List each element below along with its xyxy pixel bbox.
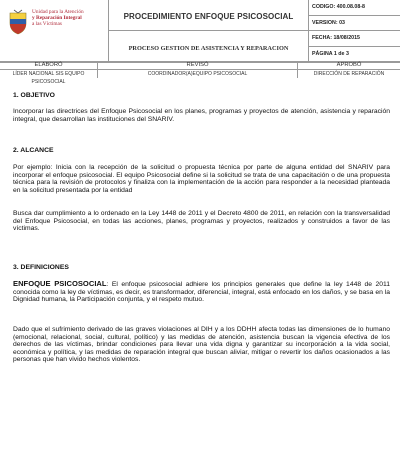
fecha-field: FECHA: 18/08/2015 <box>309 31 400 47</box>
logo-line-1: Unidad para la Atención <box>32 9 84 15</box>
version-field: VERSION: 03 <box>309 16 400 32</box>
aprobo-cell <box>298 62 400 78</box>
subtitle-cell <box>109 31 309 62</box>
elaboro-label: ELABORÓ <box>0 62 97 70</box>
definicion-paragraph-2: Dado que el sufrimiento derivado de las graves violaciones al DIH y a los DDHH afecta todas las dimensiones de lo humano (emocional, relacional, social, cultural, político) y las medidas de atención, asistencia buscan la vigencia efectiva de los derechos de las víctimas, brindar condiciones para llevar una vida digna y garantizar su incorporación a la vida social, económica y política, y las medidas de reparación integral que buscan aliviar, mitigar o revertir los daños ocasionados a las personas que han vivido hechos violentos. <box>13 326 390 364</box>
document-title: PROCEDIMIENTO ENFOQUE PSICOSOCIAL <box>123 12 294 21</box>
elaboro-cell <box>0 62 98 85</box>
alcance-heading: 2. ALCANCE <box>13 147 54 154</box>
logo-text <box>32 9 108 27</box>
reviso-label: REVISÓ <box>98 62 297 70</box>
alcance-paragraph-2: Busca dar cumplimiento a lo ordenado en la Ley 1448 de 2011 y el Decreto 4800 de 2011, en relación con la transversalidad del Enfoque Psicosocial, en todas las acciones, planes, programas y proyectos, realizados y construidos a favor de las víctimas. <box>13 210 390 233</box>
coat-of-arms-icon <box>8 9 28 35</box>
logo-cell <box>0 0 109 62</box>
logo-line-3: a las Víctimas <box>32 21 62 27</box>
alcance-paragraph-1: Por ejemplo: Inicia con la recepción de la solicitud o propuesta técnica por parte de alguna entidad del SNARIV para incorporar el enfoque psicosocial. El equipo Psicosocial define si la solicitud se trata de una capacitación o de una propuesta técnica para la revisión de protocolos y finaliza con la implementación de la acción para responder a la necesidad planteada en la solicitud presentada por la entidad <box>13 164 390 194</box>
definicion-text: : El enfoque psicosocial adhiere los principios generales que define la ley 1448 de 2011 conocida como la ley de víctimas, es decir, es transformador, diferencial, integral, está enfocado en los daños, y se basa en la Dignidad humana, la Participación conjunta, y el respeto mutuo. <box>13 281 390 304</box>
document-subtitle: PROCESO GESTION DE ASISTENCIA Y REPARACION <box>128 45 289 52</box>
objetivo-heading: 1. OBJETIVO <box>13 92 55 99</box>
definicion-term: ENFOQUE PSICOSOCIAL <box>13 279 107 288</box>
objetivo-paragraph: Incorporar las directrices del Enfoque Psicosocial en los planes, programas y proyectos de atención, asistencia y reparación integral, que desarrollan las instituciones del SNARIV. <box>13 108 390 123</box>
definicion-paragraph <box>13 280 390 304</box>
logo-line-2: y Reparación Integral <box>32 15 82 21</box>
definiciones-heading: 3. DEFINICIONES <box>13 264 69 271</box>
aprobo-label: APROBÓ <box>298 62 400 70</box>
document-header <box>0 0 400 63</box>
reviso-value: COORDINADOR(A)EQUIPO PSICOSOCIAL <box>147 71 248 77</box>
codigo-field: CODIGO: 400.08.08-8 <box>309 0 400 16</box>
reviso-cell <box>98 62 298 78</box>
pagina-field: PÁGINA 1 de 3 <box>309 47 400 63</box>
title-cell <box>109 0 309 31</box>
aprobo-value: DIRECCIÓN DE REPARACIÓN <box>313 71 385 77</box>
signature-row <box>0 62 400 85</box>
elaboro-value: LÍDER NACIONAL SIS EQUIPO PSICOSOCIAL <box>12 71 85 85</box>
